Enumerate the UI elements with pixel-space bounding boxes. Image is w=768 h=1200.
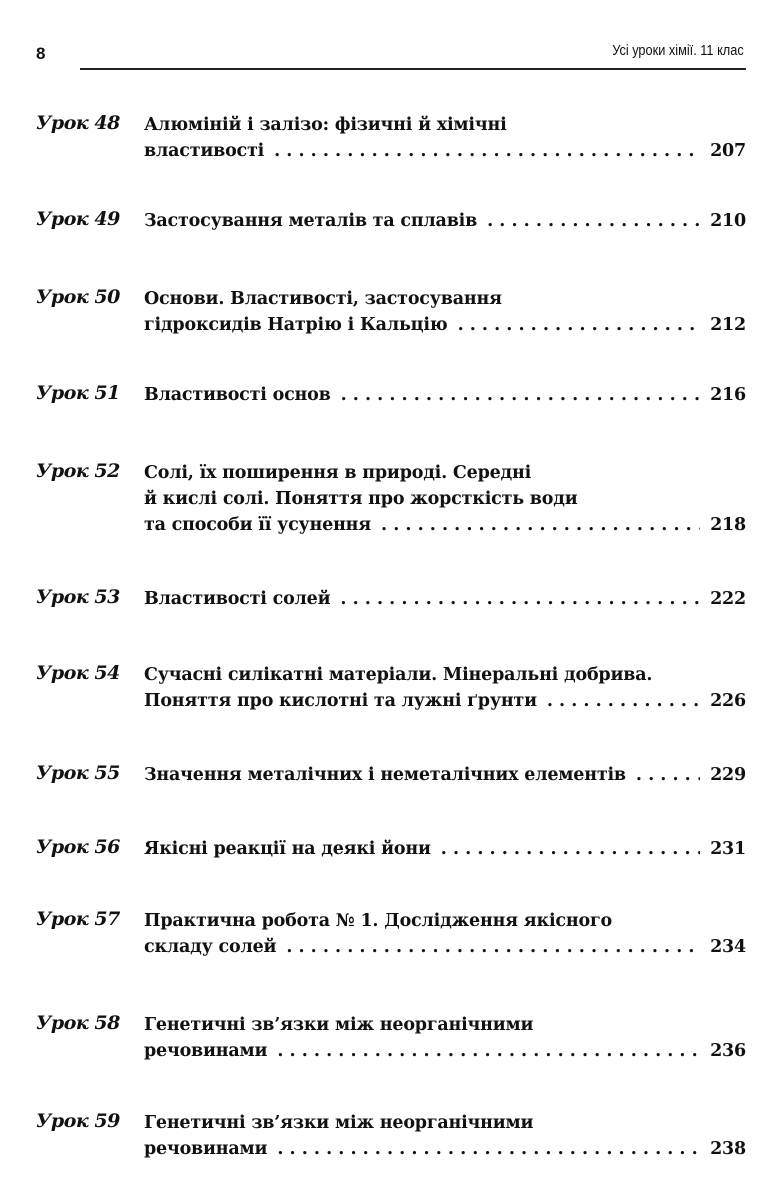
lesson-label: Урок 55: [36, 762, 120, 784]
entry-title-line: Властивості основ: [144, 385, 331, 405]
dot-leader: [636, 762, 700, 788]
page-ref: 216: [710, 385, 746, 405]
lesson-label: Урок 53: [36, 586, 120, 608]
entry-title-line: Застосування металів та сплавів: [144, 211, 478, 231]
page-ref: 229: [710, 765, 746, 785]
toc-entry[interactable]: [36, 112, 746, 164]
dot-leader: [340, 586, 700, 612]
toc-entry[interactable]: [36, 1012, 746, 1064]
page-ref: 222: [710, 589, 746, 609]
dot-leader: [277, 1038, 700, 1064]
entry-title-line: гідроксидів Натрію і Кальцію: [144, 315, 448, 335]
lesson-label: Урок 54: [36, 662, 120, 684]
toc-entry[interactable]: [36, 460, 746, 538]
toc-entry[interactable]: [36, 586, 746, 612]
entry-title-line: речовинами: [144, 1041, 268, 1061]
toc-entry[interactable]: [36, 1110, 746, 1162]
dot-leader: [487, 208, 700, 234]
entry-title-line: Поняття про кислотні та лужні ґрунти: [144, 691, 537, 711]
entry-title-line: Основи. Властивості, застосування: [144, 289, 502, 309]
dot-leader: [341, 382, 700, 408]
entry-title-line: Якісні реакції на деякі йони: [144, 839, 431, 859]
dot-leader: [381, 512, 700, 538]
page-ref: 236: [710, 1041, 746, 1061]
page-number: 8: [36, 44, 46, 63]
lesson-label: Урок 49: [36, 208, 120, 230]
lesson-label: Урок 48: [36, 112, 120, 134]
entry-title-line: Значення металічних і неметалічних елементів: [144, 765, 626, 785]
lesson-label: Урок 58: [36, 1012, 120, 1034]
entry-title-line: Солі, їх поширення в природі. Середні: [144, 463, 532, 483]
entry-title-line: властивості: [144, 141, 265, 161]
toc-entry[interactable]: [36, 908, 746, 960]
page-ref: 210: [710, 211, 746, 231]
page-ref: 218: [710, 515, 746, 535]
running-title: Усі уроки хімії. 11 клас: [612, 42, 744, 59]
entry-title-line: Генетичні зв’язки між неорганічними: [144, 1015, 534, 1035]
lesson-label: Урок 52: [36, 460, 120, 482]
dot-leader: [286, 934, 700, 960]
entry-title-line: речовинами: [144, 1139, 268, 1159]
dot-leader: [441, 836, 700, 862]
entry-title-line: Алюміній і залізо: фізичні й хімічні: [144, 115, 507, 135]
dot-leader: [277, 1136, 700, 1162]
lesson-label: Урок 57: [36, 908, 120, 930]
header-rule: [80, 68, 746, 70]
page-ref: 234: [710, 937, 746, 957]
entry-title-line: Практична робота № 1. Дослідження якісного: [144, 911, 612, 931]
page-ref: 207: [710, 141, 746, 161]
entry-title-line: Сучасні силікатні матеріали. Мінеральні добрива.: [144, 665, 653, 685]
page-ref: 212: [710, 315, 746, 335]
toc-entry[interactable]: [36, 662, 746, 714]
entry-title-line: й кислі солі. Поняття про жорсткість води: [144, 489, 578, 509]
dot-leader: [547, 688, 700, 714]
toc-entry[interactable]: [36, 286, 746, 338]
entry-title-line: Генетичні зв’язки між неорганічними: [144, 1113, 534, 1133]
lesson-label: Урок 50: [36, 286, 120, 308]
page-ref: 226: [710, 691, 746, 711]
dot-leader: [274, 138, 700, 164]
dot-leader: [458, 312, 701, 338]
toc-entry[interactable]: [36, 382, 746, 408]
page-ref: 238: [710, 1139, 746, 1159]
entry-title-line: складу солей: [144, 937, 277, 957]
lesson-label: Урок 51: [36, 382, 120, 404]
page-ref: 231: [710, 839, 746, 859]
toc-entry[interactable]: [36, 762, 746, 788]
lesson-label: Урок 56: [36, 836, 120, 858]
entry-title-line: та способи її усунення: [144, 515, 372, 535]
lesson-label: Урок 59: [36, 1110, 120, 1132]
toc-entry[interactable]: [36, 208, 746, 234]
toc-entry[interactable]: [36, 836, 746, 862]
entry-title-line: Властивості солей: [144, 589, 331, 609]
